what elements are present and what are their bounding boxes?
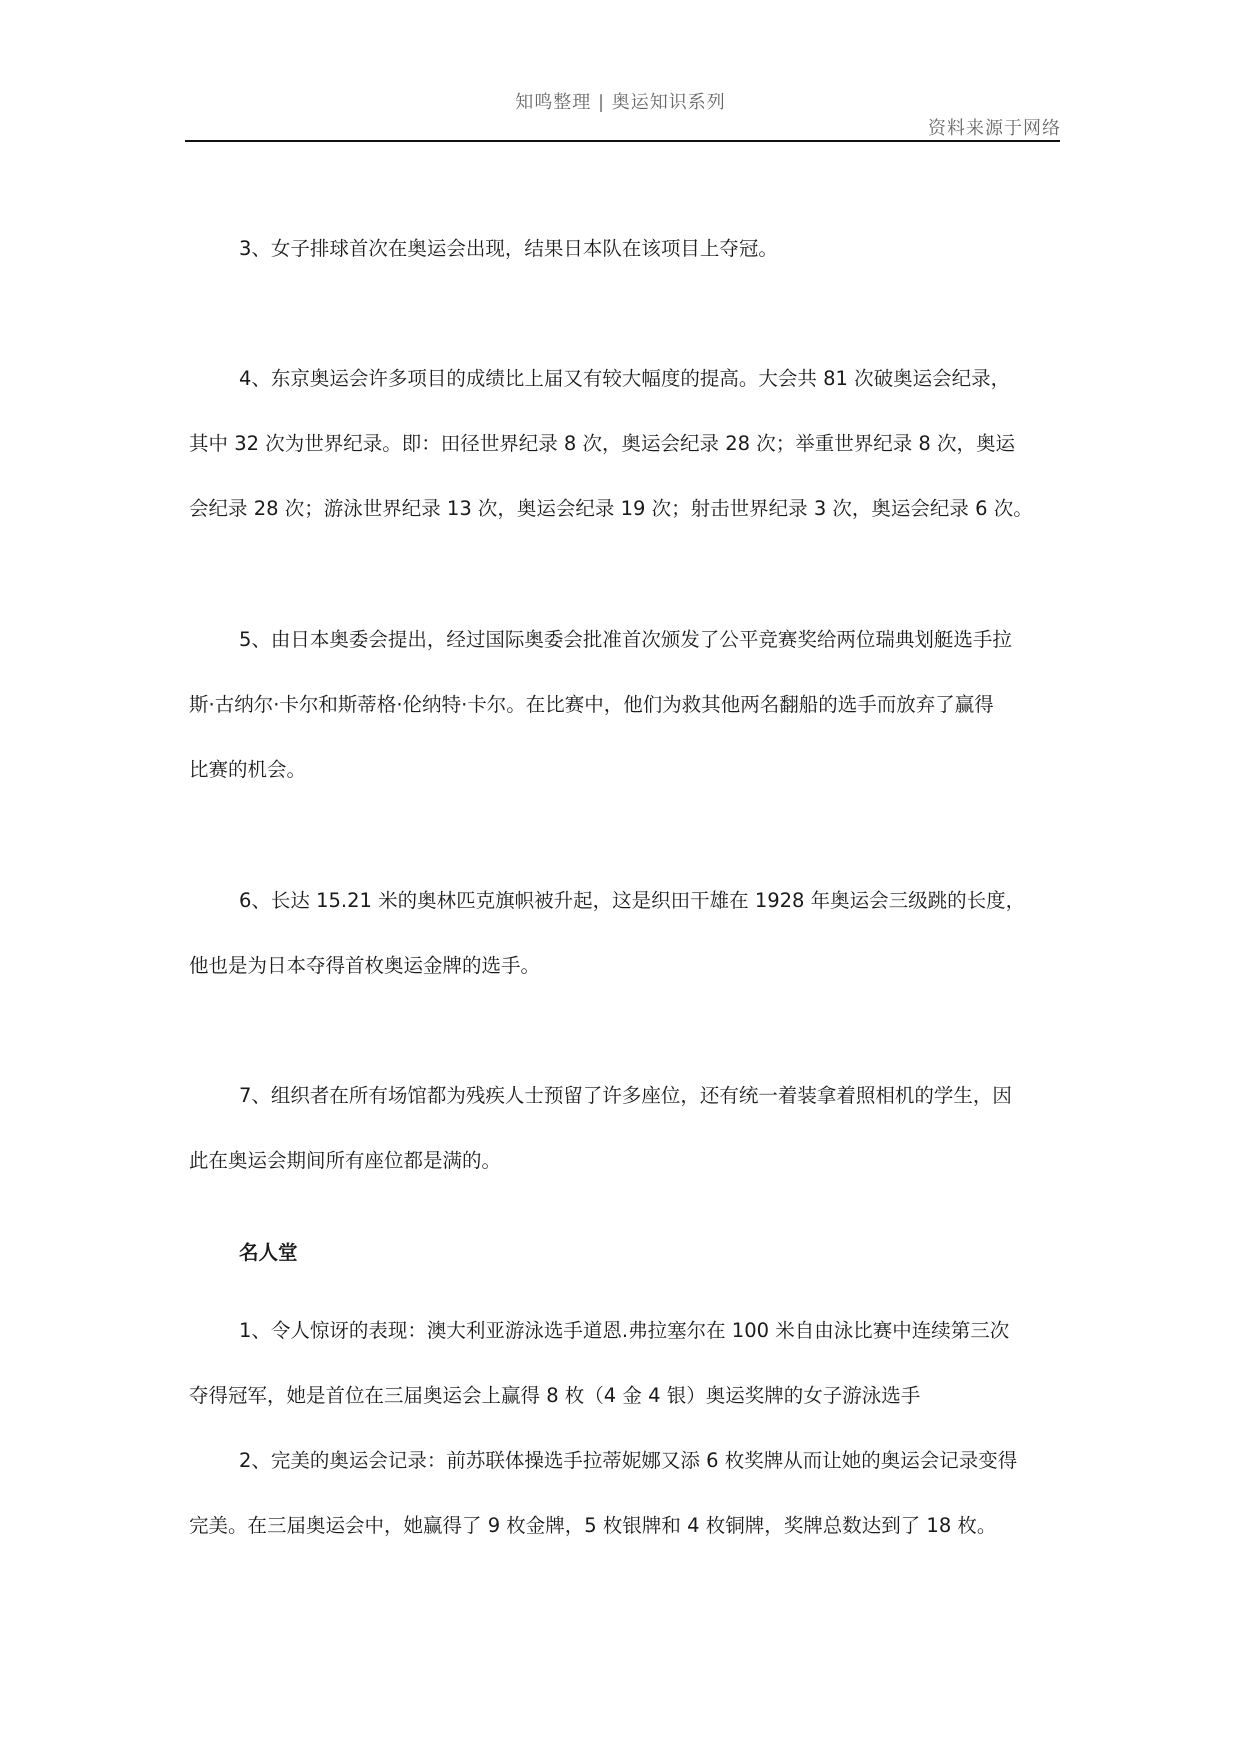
paragraph-line: 7、组织者在所有场馆都为残疾人士预留了许多座位，还有统一着装拿着照相机的学生，因 — [239, 1084, 1012, 1107]
paragraph-line: 他也是为日本夺得首枚奥运金牌的选手。 — [189, 954, 541, 977]
paragraph-line: 斯·古纳尔·卡尔和斯蒂格·伦纳特·卡尔。在比赛中，他们为救其他两名翻船的选手而放弃了赢得 — [189, 693, 994, 716]
header-source: 资料来源于网络 — [928, 118, 1061, 139]
header-title: 知鸣整理 | 奥运知识系列 — [515, 92, 726, 113]
paragraph-line: 1、令人惊讶的表现：澳大利亚游泳选手道恩.弗拉塞尔在 100 米自由泳比赛中连续第三次 — [239, 1319, 1010, 1342]
paragraph-line: 5、由日本奥委会提出，经过国际奥委会批准首次颁发了公平竞赛奖给两位瑞典划艇选手拉 — [239, 628, 1012, 651]
paragraph-line: 会纪录 28 次；游泳世界纪录 13 次，奥运会纪录 19 次；射击世界纪录 3 次，奥运会纪录 6 次。 — [189, 497, 1033, 520]
paragraph-line: 夺得冠军，她是首位在三届奥运会上赢得 8 枚（4 金 4 银）奥运奖牌的女子游泳选手 — [189, 1384, 921, 1407]
paragraph-line: 6、长达 15.21 米的奥林匹克旗帜被升起，这是织田干雄在 1928 年奥运会三级跳的长度， — [239, 889, 1026, 912]
paragraph-line: 3、女子排球首次在奥运会出现，结果日本队在该项目上夺冠。 — [239, 237, 778, 260]
header-divider — [185, 140, 1060, 142]
paragraph-line: 此在奥运会期间所有座位都是满的。 — [189, 1149, 502, 1172]
paragraph-line: 4、东京奥运会许多项目的成绩比上届又有较大幅度的提高。大会共 81 次破奥运会纪录， — [239, 367, 1011, 390]
paragraph-line: 比赛的机会。 — [189, 758, 307, 781]
section-heading: 名人堂 — [239, 1241, 298, 1264]
paragraph-line: 完美。在三届奥运会中，她赢得了 9 枚金牌，5 枚银牌和 4 枚铜牌，奖牌总数达到了 18 枚。 — [189, 1514, 997, 1537]
paragraph-line: 2、完美的奥运会记录：前苏联体操选手拉蒂妮娜又添 6 枚奖牌从而让她的奥运会记录变得 — [239, 1449, 1018, 1472]
paragraph-line: 其中 32 次为世界纪录。即：田径世界纪录 8 次，奥运会纪录 28 次；举重世界纪录 8 次，奥运 — [189, 432, 1016, 455]
